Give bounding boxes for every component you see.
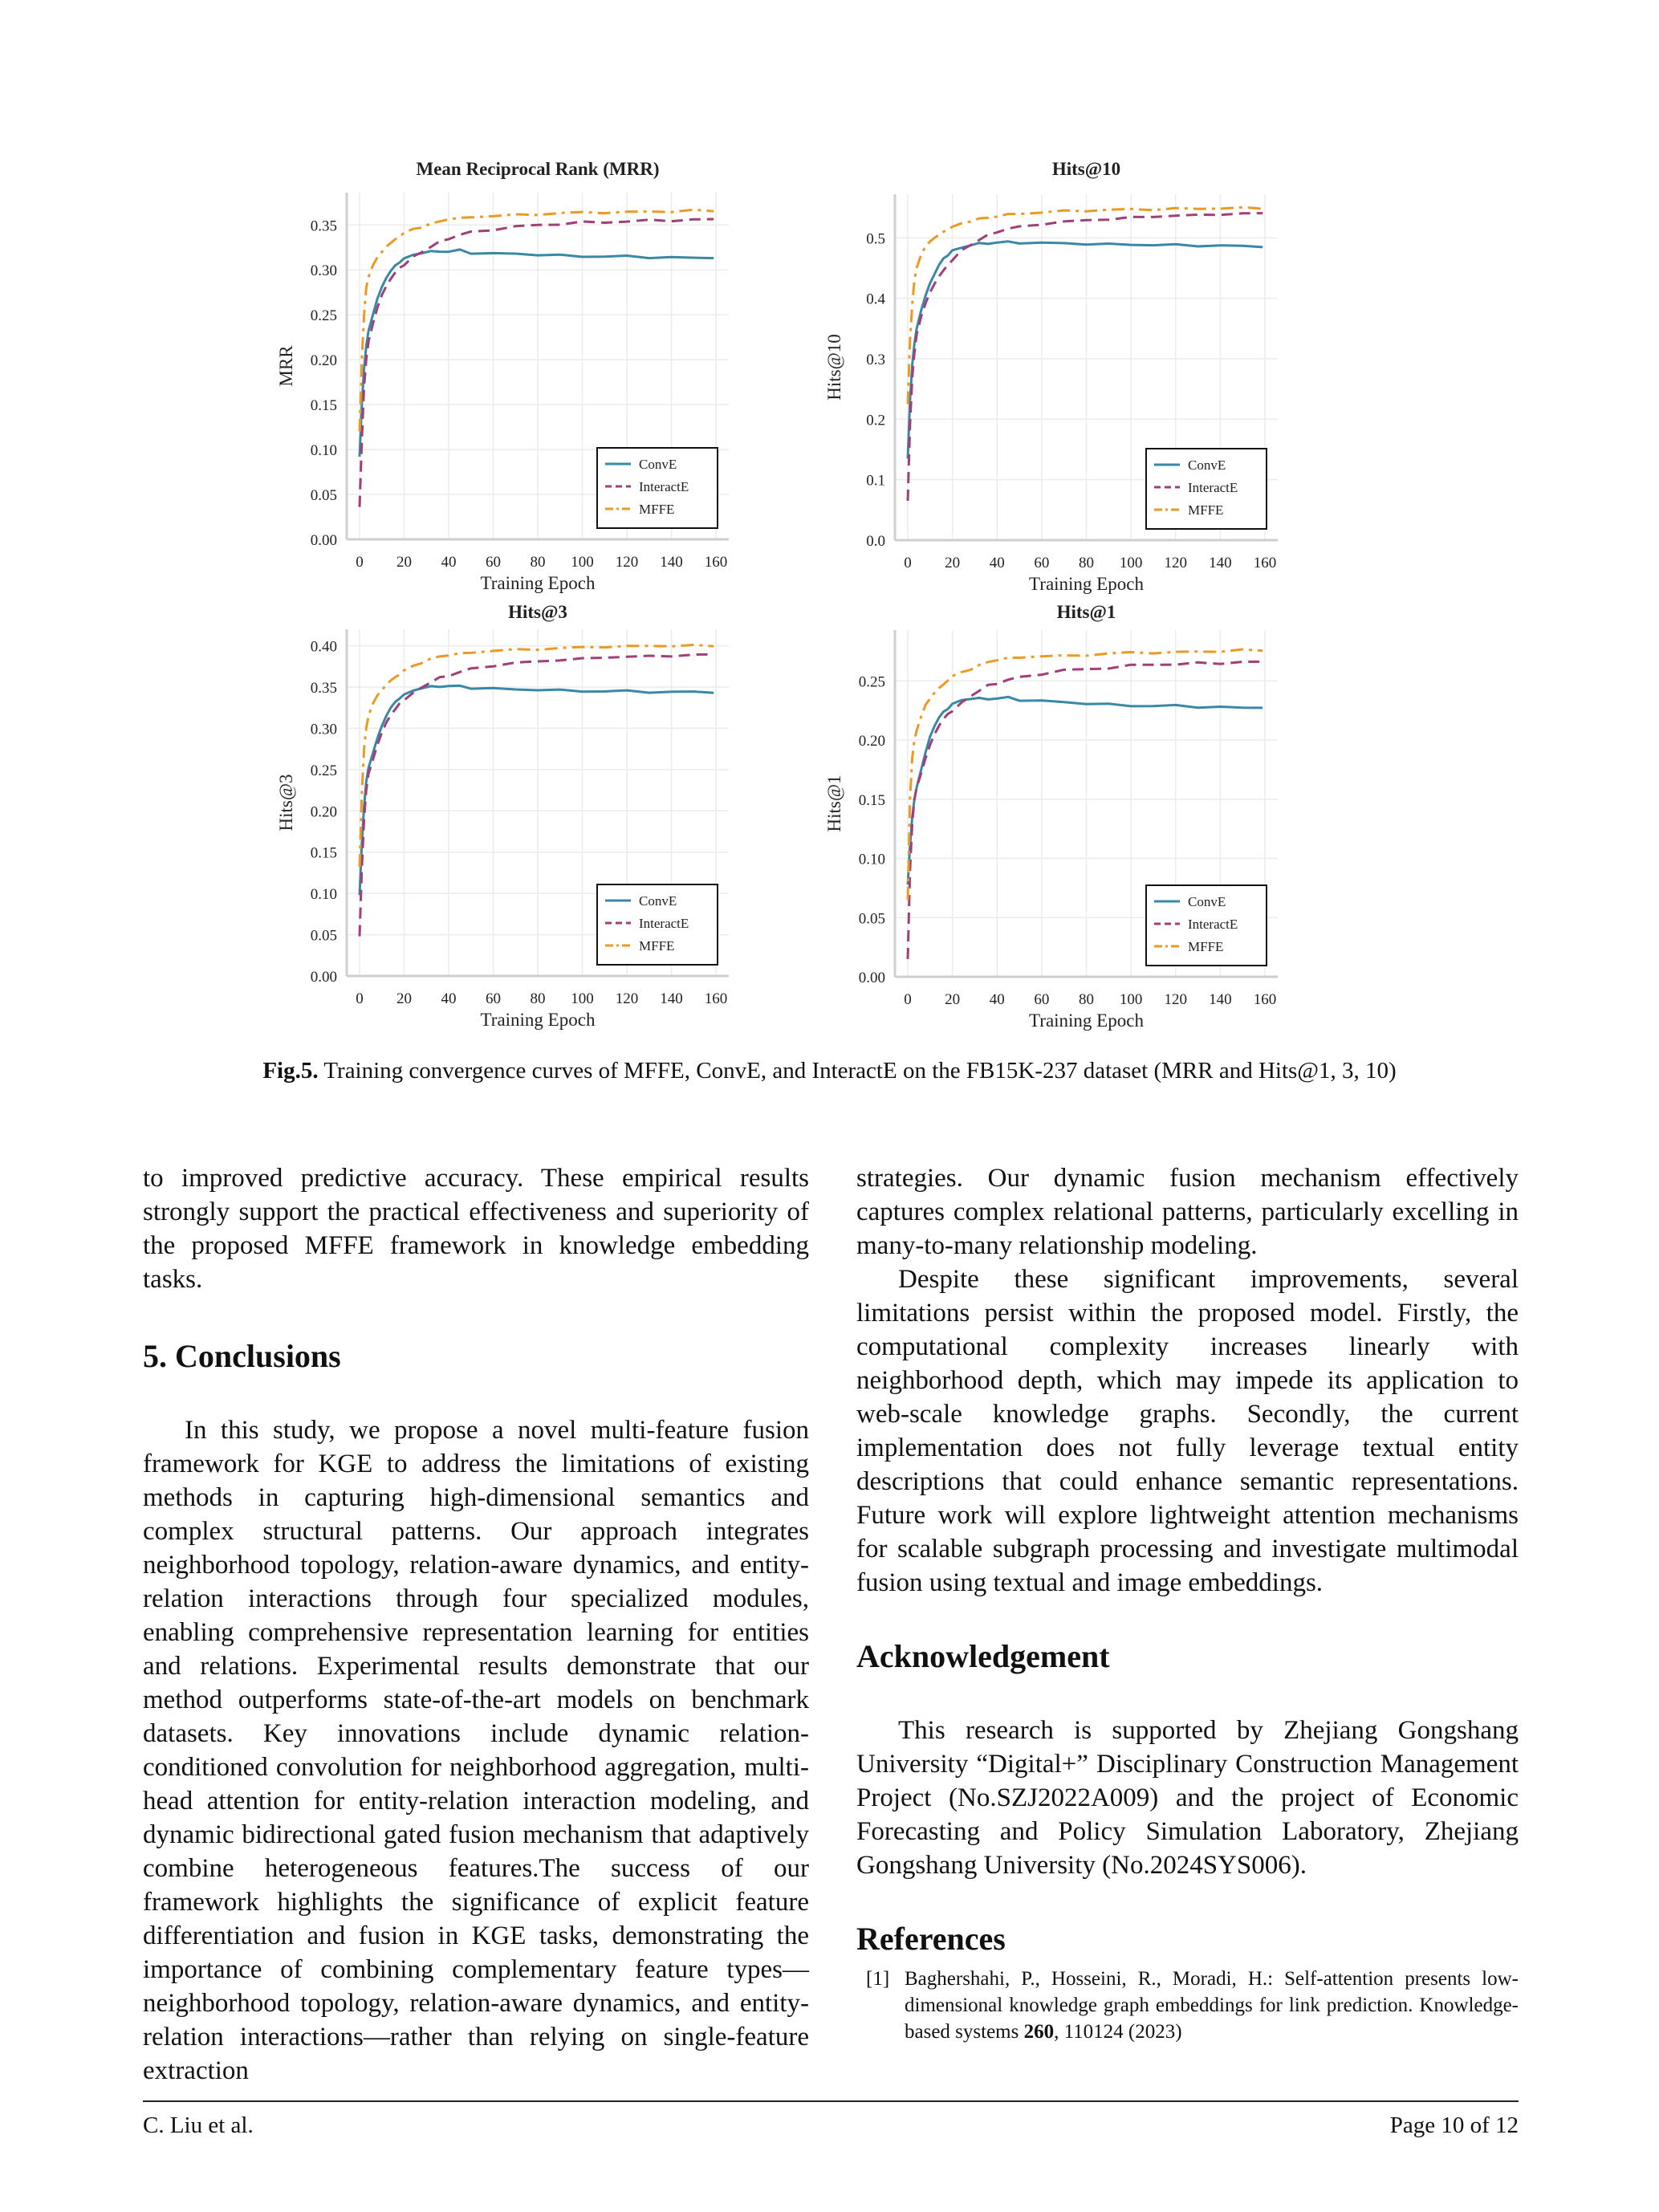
x-tick-label: 0 xyxy=(904,991,912,1008)
results-paragraph-end: to improved predictive accuracy. These empirical results strongly support the practical effectiveness and superiority of the proposed MFFE framework in knowledge embedding tasks. xyxy=(143,1164,809,1294)
y-tick-label: 0.4 xyxy=(866,291,885,308)
x-tick-label: 60 xyxy=(1034,991,1050,1008)
y-tick-label: 0.25 xyxy=(858,673,885,691)
y-tick-label: 0.10 xyxy=(310,442,337,460)
series-line-conve xyxy=(908,697,1263,884)
legend-label-interacte: InteractE xyxy=(1188,917,1238,932)
y-tick-label: 0.05 xyxy=(310,927,337,945)
x-tick-label: 140 xyxy=(1209,555,1232,571)
x-tick-label: 140 xyxy=(660,990,683,1007)
y-tick-label: 0.15 xyxy=(310,844,337,862)
x-tick-label: 80 xyxy=(1079,555,1094,571)
x-tick-label: 40 xyxy=(989,555,1005,571)
y-tick-label: 0.30 xyxy=(310,721,337,738)
conclusion-paragraph: In this study, we propose a novel multi-feature fusion framework for KGE to address the limitations of existing methods in capturing high-dimensional semantics and complex structural patterns. Our approach integrates neighborhood topology, relation-aware dynamics, and entity-relation interactions through four specialized modules, enabling comprehensive representation learning for entities and relations. Experimental results demonstrate that our method outperforms state-of-the-art models on benchmark datasets. Key innovations include dynamic relation-conditioned convolution for neighborhood aggregation, multi-head attention for entity-relation interaction modeling, and dynamic bidirectional gated fusion mechanism that adaptively combine heterogeneous features.The success of our framework highlights the significance of explicit feature differentiation and fusion in KGE tasks, demonstrating the importance of combining complementary feature types—neighborhood topology, relation-aware dynamics, and entity-relation interactions—rather than relying on single-feature extraction xyxy=(143,1416,809,2085)
y-tick-label: 0.25 xyxy=(310,762,337,779)
x-tick-label: 40 xyxy=(989,991,1005,1008)
y-axis-label: MRR xyxy=(276,345,296,387)
x-tick-label: 140 xyxy=(1209,991,1232,1008)
series-line-mffe xyxy=(360,209,714,431)
legend-label-mffe: MFFE xyxy=(639,502,675,517)
y-tick-label: 0.00 xyxy=(310,969,337,986)
x-tick-label: 100 xyxy=(1119,555,1143,571)
figure-5 xyxy=(0,0,1659,1051)
chart-panel-1 xyxy=(276,159,729,593)
y-tick-label: 0.20 xyxy=(310,803,337,821)
chart-panel-4 xyxy=(824,602,1278,1031)
x-tick-label: 160 xyxy=(704,554,728,571)
chart-title: Hits@1 xyxy=(1056,602,1116,622)
y-tick-label: 0.05 xyxy=(858,910,885,928)
series-line-mffe xyxy=(908,649,1263,900)
x-tick-label: 80 xyxy=(1079,991,1094,1008)
legend-label-interacte: InteractE xyxy=(639,479,689,494)
reference-item xyxy=(856,1966,1519,2045)
series-line-conve xyxy=(360,685,714,895)
chart-panel-3 xyxy=(276,602,729,1030)
x-tick-label: 60 xyxy=(486,554,501,571)
x-tick-label: 40 xyxy=(441,990,457,1007)
chart-title: Mean Reciprocal Rank (MRR) xyxy=(416,159,660,179)
figure-caption xyxy=(0,1058,1659,1084)
figure-caption-text: Training convergence curves of MFFE, ConvE, and InteractE on the FB15K-237 dataset (MRR and Hits@1, 3, 10) xyxy=(318,1058,1397,1084)
section-heading-conclusions: 5. Conclusions xyxy=(143,1338,341,1374)
y-tick-label: 0.25 xyxy=(310,307,337,325)
legend-label-mffe: MFFE xyxy=(1188,502,1224,518)
x-tick-label: 60 xyxy=(486,990,501,1007)
x-axis-label: Training Epoch xyxy=(1029,574,1144,594)
x-tick-label: 120 xyxy=(1164,991,1187,1008)
series-line-conve xyxy=(908,242,1263,459)
y-tick-label: 0.10 xyxy=(858,851,885,868)
x-tick-label: 20 xyxy=(396,990,412,1007)
x-tick-label: 0 xyxy=(356,990,364,1007)
reference-volume: 260 xyxy=(1023,2021,1055,2043)
x-tick-label: 160 xyxy=(704,990,728,1007)
y-tick-label: 0.00 xyxy=(858,970,885,986)
y-axis-label: Hits@10 xyxy=(824,334,844,401)
left-column xyxy=(143,1161,809,2088)
legend-label-interacte: InteractE xyxy=(639,916,689,931)
chart-title: Hits@3 xyxy=(508,602,567,622)
y-tick-label: 0.00 xyxy=(310,532,337,549)
x-tick-label: 20 xyxy=(396,554,412,571)
footer-page-number: Page 10 of 12 xyxy=(1389,2112,1519,2138)
legend-label-conve: ConvE xyxy=(1188,457,1226,473)
legend-label-mffe: MFFE xyxy=(639,938,675,954)
x-tick-label: 100 xyxy=(571,554,594,571)
x-tick-label: 20 xyxy=(945,555,961,571)
y-tick-label: 0.20 xyxy=(310,352,337,370)
y-tick-label: 0.1 xyxy=(866,472,885,490)
y-tick-label: 0.5 xyxy=(866,230,885,248)
figure-label: Fig.5. xyxy=(262,1058,319,1084)
y-tick-label: 0.10 xyxy=(310,886,337,904)
x-tick-label: 160 xyxy=(1253,991,1277,1008)
section-heading-references: References xyxy=(856,1921,1006,1957)
conclusion-paragraph-end: strategies. Our dynamic fusion mechanism effectively captures complex relational patterns, particularly excelling in many-to-many relationship modeling. xyxy=(856,1164,1519,1260)
limitations-paragraph: Despite these significant improvements, several limitations persist within the proposed model. Firstly, the computational complexity increases linearly with neighborhood depth, which may impede its application to web-scale knowledge graphs. Secondly, the current implementation does not fully leverage textual entity descriptions that could enhance semantic representations. Future work will explore lightweight attention mechanisms for scalable subgraph processing and investigate multimodal fusion using textual and image embeddings. xyxy=(856,1265,1519,1597)
right-column xyxy=(856,1161,1519,2045)
x-tick-label: 80 xyxy=(530,554,546,571)
series-line-conve xyxy=(360,250,714,457)
x-tick-label: 0 xyxy=(904,555,912,571)
y-axis-label: Hits@3 xyxy=(276,774,296,832)
y-tick-label: 0.3 xyxy=(866,351,885,368)
y-tick-label: 0.20 xyxy=(858,733,885,750)
y-tick-label: 0.30 xyxy=(310,262,337,280)
x-tick-label: 80 xyxy=(530,990,546,1007)
legend-label-conve: ConvE xyxy=(1188,894,1226,909)
footer-authors: C. Liu et al. xyxy=(143,2112,254,2138)
x-tick-label: 60 xyxy=(1034,555,1050,571)
legend-label-conve: ConvE xyxy=(639,457,677,472)
y-axis-label: Hits@1 xyxy=(824,775,844,832)
chart-title: Hits@10 xyxy=(1051,159,1121,179)
x-tick-label: 0 xyxy=(356,554,364,571)
reference-number: [1] xyxy=(866,1968,890,1990)
x-tick-label: 120 xyxy=(1164,555,1187,571)
x-axis-label: Training Epoch xyxy=(480,1010,596,1030)
y-tick-label: 0.35 xyxy=(310,218,337,235)
y-tick-label: 0.15 xyxy=(310,397,337,415)
x-tick-label: 40 xyxy=(441,554,457,571)
legend-label-conve: ConvE xyxy=(639,893,677,909)
x-tick-label: 100 xyxy=(1119,991,1143,1008)
series-line-mffe xyxy=(908,207,1263,404)
x-tick-label: 120 xyxy=(615,554,639,571)
y-tick-label: 0.35 xyxy=(310,680,337,697)
x-axis-label: Training Epoch xyxy=(1029,1010,1144,1031)
x-tick-label: 140 xyxy=(660,554,683,571)
reference-pages-year: , 110124 (2023) xyxy=(1054,2021,1182,2043)
reference-authors-title: Baghershahi, P., Hosseini, R., Moradi, H.: Self-attention presents low-dimensional knowledge graph embeddings for link prediction. Knowledge-based systems xyxy=(905,1968,1519,2043)
legend-label-interacte: InteractE xyxy=(1188,480,1238,495)
x-tick-label: 120 xyxy=(615,990,639,1007)
y-tick-label: 0.05 xyxy=(310,487,337,505)
x-tick-label: 20 xyxy=(945,991,961,1008)
series-line-mffe xyxy=(360,645,714,868)
y-tick-label: 0.2 xyxy=(866,412,885,429)
acknowledgement-paragraph: This research is supported by Zhejiang Gongshang University “Digital+” Disciplinary Construction Management Project (No.SZJ2022A009) and the project of Economic Forecasting and Policy Simulation Laboratory, Zhejiang Gongshang University (No.2024SYS006). xyxy=(856,1716,1519,1880)
reference-text xyxy=(905,1966,1519,2045)
y-tick-label: 0.40 xyxy=(310,638,337,656)
x-tick-label: 100 xyxy=(571,990,594,1007)
y-tick-label: 0.0 xyxy=(866,533,885,550)
section-heading-acknowledgement: Acknowledgement xyxy=(856,1638,1110,1674)
chart-panel-2 xyxy=(824,159,1278,594)
footer-divider xyxy=(143,2100,1519,2102)
x-tick-label: 160 xyxy=(1253,555,1277,571)
y-tick-label: 0.15 xyxy=(858,791,885,809)
x-axis-label: Training Epoch xyxy=(480,573,596,593)
legend-label-mffe: MFFE xyxy=(1188,939,1224,954)
